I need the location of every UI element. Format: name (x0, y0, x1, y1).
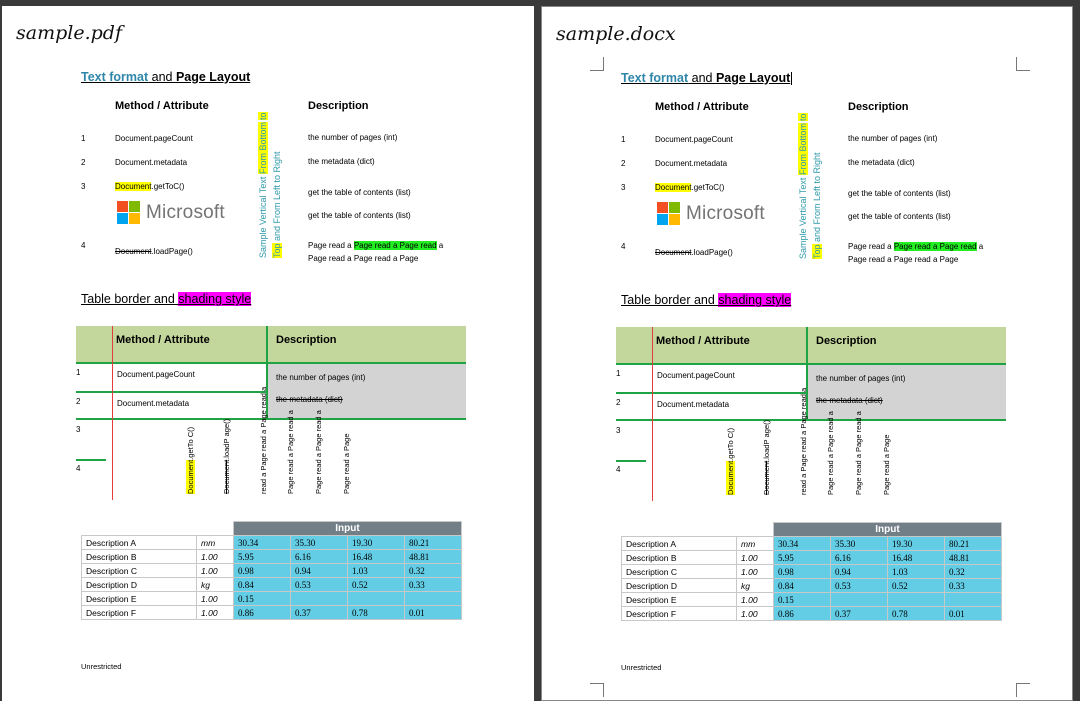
vertical-part: .loadP (762, 439, 771, 461)
desc-part: a (436, 241, 444, 250)
vertical-part: age() (762, 419, 771, 438)
table1-method (655, 248, 733, 257)
row-number: 4 (621, 242, 626, 251)
crop-mark (590, 683, 604, 697)
value-cell: 0.98 (234, 564, 291, 578)
green-border (616, 460, 646, 462)
vertical-part: a Page read a (799, 387, 808, 435)
vertical-highlight: to Top (258, 112, 282, 258)
table1-method: Document.metadata (655, 159, 728, 168)
microsoft-logo-text: Microsoft (146, 201, 225, 223)
row-number: 4 (81, 241, 86, 250)
row-label: Description A (622, 537, 737, 551)
text-cursor (791, 72, 792, 85)
green-border (76, 459, 106, 461)
vertical-part: Page read a (286, 453, 295, 494)
table2-header-description: Description (816, 335, 877, 347)
vertical-highlight: Document (726, 460, 735, 495)
table1-method: Document.pageCount (115, 134, 193, 143)
table1-description: the number of pages (int) (848, 134, 938, 143)
vertical-strike: Document (762, 460, 771, 495)
vertical-highlight: From Bottom (258, 122, 268, 175)
vertical-part: read a Page read (259, 436, 268, 494)
table2-description: the number of pages (int) (276, 373, 366, 382)
method-rest: .loadPage() (691, 248, 733, 257)
value-cell: 19.30 (348, 536, 405, 550)
value-cell (945, 593, 1002, 607)
microsoft-logo-icon (117, 201, 140, 224)
heading-part: Table border and (81, 292, 179, 306)
vertical-part: C() (186, 426, 195, 438)
row-unit: 1.00 (197, 550, 234, 564)
value-cell: 0.15 (774, 593, 831, 607)
row-label: Description C (622, 565, 737, 579)
value-cell: 0.53 (291, 578, 348, 592)
heading-highlight: shading style (178, 292, 252, 306)
table2-header-method: Method / Attribute (656, 335, 750, 347)
red-border (652, 327, 653, 501)
table1-header-description: Description (848, 101, 909, 113)
table2 (76, 326, 466, 500)
heading-text-format (621, 71, 792, 85)
vertical-part: and From Left to Right (272, 151, 282, 244)
value-cell: 0.37 (291, 606, 348, 620)
table2-header-method: Method / Attribute (116, 334, 210, 346)
heading-highlight: shading style (718, 293, 792, 307)
method-strike: Document (115, 247, 152, 256)
value-cell: 0.32 (405, 564, 462, 578)
red-border (112, 326, 113, 500)
row-number: 2 (81, 158, 86, 167)
row-label: Description E (82, 592, 197, 606)
input-table-header: Input (234, 522, 462, 536)
row-label: Description D (622, 579, 737, 593)
table2-header-description: Description (276, 334, 337, 346)
row-label: Description B (82, 550, 197, 564)
table2-description: the metadata (dict) (816, 396, 883, 405)
vertical-highlight: to Top (798, 113, 822, 259)
green-border (76, 418, 466, 420)
microsoft-logo-icon (657, 202, 680, 225)
green-border (76, 362, 466, 364)
input-table-row (622, 537, 1002, 551)
value-cell: 1.03 (888, 565, 945, 579)
value-cell: 0.53 (831, 579, 888, 593)
method-highlight: Document (655, 183, 692, 192)
table1-description: get the table of contents (list) (848, 212, 951, 221)
vertical-part: Page read a (314, 410, 323, 452)
footer-classification: Unrestricted (81, 662, 122, 671)
vertical-highlight: From Bottom (798, 123, 808, 176)
value-cell: 0.33 (945, 579, 1002, 593)
value-cell: 0.86 (234, 606, 291, 620)
docx-page (541, 6, 1073, 701)
table1-description: get the table of contents (list) (848, 189, 951, 198)
table1-header-method: Method / Attribute (655, 101, 749, 113)
vertical-part: read a Page read (799, 437, 808, 495)
method-rest: .getToC() (691, 183, 725, 192)
table1-method: Document.pageCount (655, 135, 733, 144)
method-rest: .loadPage() (151, 247, 193, 256)
row-unit: 1.00 (737, 593, 774, 607)
row-unit: 1.00 (197, 592, 234, 606)
value-cell (348, 592, 405, 606)
vertical-part: and From Left to Right (812, 152, 822, 245)
table1-description (848, 240, 983, 266)
value-cell: 0.84 (234, 578, 291, 592)
input-table-row (622, 607, 1002, 621)
table1-method (115, 182, 184, 191)
input-table-row (82, 592, 462, 606)
row-number: 1 (616, 369, 621, 378)
row-unit: 1.00 (197, 564, 234, 578)
method-highlight: Document (115, 182, 152, 191)
pdf-page (2, 6, 534, 701)
table2-header-cell (76, 326, 112, 363)
microsoft-logo (657, 202, 765, 225)
input-table-row (82, 550, 462, 564)
method-rest: .getToC() (151, 182, 185, 191)
value-cell: 0.94 (831, 565, 888, 579)
method-strike: Document (655, 248, 692, 257)
vertical-part: Page read a (854, 411, 863, 453)
green-border (616, 363, 1006, 365)
vertical-part: .getTo (726, 440, 735, 461)
input-table-header: Input (774, 523, 1002, 537)
heading-part: Text format (621, 71, 689, 85)
vertical-part: Sample Vertical Text (798, 175, 808, 259)
table1-description: get the table of contents (list) (308, 211, 411, 220)
value-cell: 35.30 (291, 536, 348, 550)
table1-method (115, 247, 193, 256)
heading-part: Text format (81, 70, 149, 84)
value-cell: 0.15 (234, 592, 291, 606)
heading-part: and (148, 70, 176, 84)
value-cell: 5.95 (234, 550, 291, 564)
row-unit: kg (197, 578, 234, 592)
row-label: Description F (82, 606, 197, 620)
row-number: 3 (621, 183, 626, 192)
value-cell: 0.86 (774, 607, 831, 621)
value-cell: 35.30 (831, 537, 888, 551)
document-content (616, 71, 1011, 681)
microsoft-logo (117, 201, 225, 224)
value-cell: 0.78 (348, 606, 405, 620)
row-label: Description E (622, 593, 737, 607)
value-cell: 16.48 (888, 551, 945, 565)
value-cell: 16.48 (348, 550, 405, 564)
value-cell: 30.34 (774, 537, 831, 551)
row-unit: kg (737, 579, 774, 593)
vertical-part: Page (342, 433, 351, 452)
desc-line2: Page read a Page read a Page (308, 254, 419, 263)
crop-mark (1016, 57, 1030, 71)
vertical-part: Page read a (314, 453, 323, 494)
vertical-part: Page read a (826, 454, 835, 495)
page-title: sample.docx (556, 23, 676, 45)
row-number: 4 (76, 464, 81, 473)
input-table-row (82, 536, 462, 550)
desc-part: a (976, 242, 984, 251)
row-number: 3 (76, 425, 81, 434)
value-cell: 0.37 (831, 607, 888, 621)
vertical-part: Page read a (286, 410, 295, 452)
value-cell: 0.78 (888, 607, 945, 621)
row-unit: 1.00 (197, 606, 234, 620)
value-cell: 0.94 (291, 564, 348, 578)
heading-part: Table border and (621, 293, 719, 307)
table2-description: the number of pages (int) (816, 374, 906, 383)
value-cell: 0.01 (405, 606, 462, 620)
row-label: Description C (82, 564, 197, 578)
value-cell: 80.21 (945, 537, 1002, 551)
vertical-part: Page read a (882, 454, 891, 495)
heading-part: Page Layout (175, 70, 251, 84)
row-unit: 1.00 (737, 551, 774, 565)
table2-method: Document.metadata (117, 399, 190, 408)
row-number: 1 (76, 368, 81, 377)
desc-line2: Page read a Page read a Page (848, 255, 959, 264)
value-cell: 6.16 (291, 550, 348, 564)
value-cell: 0.84 (774, 579, 831, 593)
value-cell (405, 592, 462, 606)
row-label: Description F (622, 607, 737, 621)
table2-method: Document.metadata (657, 400, 730, 409)
vertical-part: .getTo (186, 439, 195, 460)
row-unit: 1.00 (737, 565, 774, 579)
table1-description (308, 239, 443, 265)
input-table (81, 521, 462, 620)
crop-mark (1016, 683, 1030, 697)
value-cell: 30.34 (234, 536, 291, 550)
vertical-part: C() (726, 427, 735, 439)
row-label: Description B (622, 551, 737, 565)
value-cell: 0.98 (774, 565, 831, 579)
green-border (616, 392, 807, 394)
microsoft-logo-text: Microsoft (686, 202, 765, 224)
row-number: 1 (621, 135, 626, 144)
row-number: 1 (81, 134, 86, 143)
table1-header-method: Method / Attribute (115, 100, 209, 112)
value-cell: 48.81 (405, 550, 462, 564)
row-unit: mm (737, 537, 774, 551)
row-number: 3 (81, 182, 86, 191)
heading-table-border (621, 293, 791, 307)
vertical-part: Page read a (826, 411, 835, 453)
heading-part: and (688, 71, 716, 85)
input-table (621, 522, 1002, 621)
table1-header-description: Description (308, 100, 369, 112)
table1-description: the metadata (dict) (848, 158, 915, 167)
value-cell: 0.52 (888, 579, 945, 593)
footer-classification: Unrestricted (621, 663, 662, 672)
value-cell: 0.32 (945, 565, 1002, 579)
heading-text-format (81, 70, 250, 84)
row-label: Description D (82, 578, 197, 592)
vertical-strike: Document (222, 459, 231, 494)
value-cell: 80.21 (405, 536, 462, 550)
value-cell: 0.33 (405, 578, 462, 592)
input-table-row (622, 551, 1002, 565)
vertical-text (256, 108, 288, 258)
input-table-row (82, 606, 462, 620)
value-cell: 19.30 (888, 537, 945, 551)
row-number: 4 (616, 465, 621, 474)
table1-description: get the table of contents (list) (308, 188, 411, 197)
table2-method: Document.pageCount (117, 370, 195, 379)
value-cell: 5.95 (774, 551, 831, 565)
table1-description: the number of pages (int) (308, 133, 398, 142)
table1-method: Document.metadata (115, 158, 188, 167)
value-cell: 0.01 (945, 607, 1002, 621)
vertical-part: age() (222, 418, 231, 437)
input-table-row (82, 578, 462, 592)
vertical-part: .loadP (222, 438, 231, 460)
green-border (616, 419, 1006, 421)
crop-mark (590, 57, 604, 71)
document-content (76, 70, 471, 680)
desc-highlight: Page read a Page read (893, 242, 977, 251)
input-table-row (622, 579, 1002, 593)
value-cell: 0.52 (348, 578, 405, 592)
vertical-part: Page read a (854, 454, 863, 495)
row-number: 2 (616, 398, 621, 407)
table1-method (655, 183, 724, 192)
row-number: 2 (621, 159, 626, 168)
heading-table-border (81, 292, 251, 306)
green-border (76, 391, 267, 393)
desc-part: Page read a (848, 242, 894, 251)
value-cell: 6.16 (831, 551, 888, 565)
value-cell (831, 593, 888, 607)
vertical-part: Page read a (342, 453, 351, 494)
table2-header-cell (616, 327, 652, 364)
row-number: 2 (76, 397, 81, 406)
input-table-row (622, 565, 1002, 579)
value-cell (888, 593, 945, 607)
row-unit: mm (197, 536, 234, 550)
vertical-part: Page (882, 434, 891, 453)
value-cell: 1.03 (348, 564, 405, 578)
row-label: Description A (82, 536, 197, 550)
table2-method: Document.pageCount (657, 371, 735, 380)
vertical-text (796, 109, 828, 259)
row-number: 3 (616, 426, 621, 435)
input-table-row (622, 593, 1002, 607)
input-table-row (82, 564, 462, 578)
desc-highlight: Page read a Page read (353, 241, 437, 250)
page-title: sample.pdf (16, 22, 122, 44)
desc-part: Page read a (308, 241, 354, 250)
vertical-part: a Page read a (259, 386, 268, 434)
vertical-highlight: Document (186, 459, 195, 494)
table2-description: the metadata (dict) (276, 395, 343, 404)
heading-part: Page Layout (715, 71, 791, 85)
row-unit: 1.00 (737, 607, 774, 621)
vertical-part: Sample Vertical Text (258, 174, 268, 258)
table1-description: the metadata (dict) (308, 157, 375, 166)
value-cell (291, 592, 348, 606)
table2 (616, 327, 1006, 501)
value-cell: 48.81 (945, 551, 1002, 565)
